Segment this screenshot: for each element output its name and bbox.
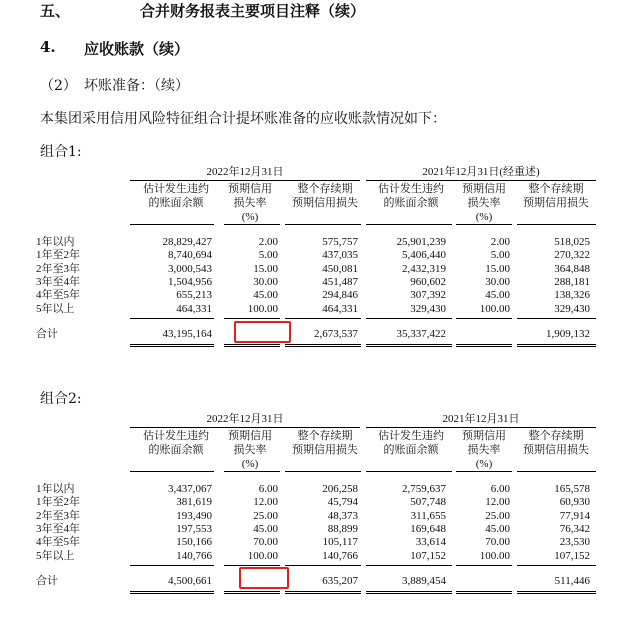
row-label: 1年至2年 bbox=[36, 249, 80, 262]
table-cell: 60,930 bbox=[559, 496, 590, 509]
table-cell: 437,035 bbox=[322, 249, 358, 262]
table-cell: 381,619 bbox=[176, 496, 212, 509]
column-header: 估计发生违约 bbox=[378, 183, 444, 195]
table-cell: 464,331 bbox=[176, 302, 212, 315]
group-label: 组合1: bbox=[40, 144, 82, 160]
table-cell: 5.00 bbox=[490, 249, 510, 262]
table-cell: 30.00 bbox=[253, 275, 278, 288]
row-label: 1年以内 bbox=[36, 483, 75, 495]
table-cell: 2,759,637 bbox=[402, 483, 446, 495]
table-cell: 77,914 bbox=[559, 509, 590, 522]
table-cell: 48,373 bbox=[327, 509, 358, 522]
table-cell: 329,430 bbox=[410, 302, 446, 315]
total-double-rule bbox=[285, 344, 361, 345]
total-double-rule bbox=[224, 593, 280, 594]
table-cell: 206,258 bbox=[322, 483, 358, 495]
column-header: 损失率 bbox=[233, 444, 267, 456]
sub-title: 坏账准备：（续） bbox=[84, 78, 189, 94]
total-double-rule bbox=[456, 344, 512, 345]
table-cell: 2,432,319 bbox=[402, 262, 446, 275]
total-rule bbox=[285, 318, 361, 319]
total-double-rule bbox=[517, 344, 596, 345]
table-cell: 518,025 bbox=[554, 236, 590, 248]
table-cell: 70.00 bbox=[253, 536, 278, 549]
table-cell: 2.00 bbox=[490, 236, 510, 248]
column-header: (%) bbox=[241, 458, 259, 470]
table-cell: 30.00 bbox=[485, 275, 510, 288]
item-number: 4. bbox=[40, 38, 56, 56]
total-double-rule bbox=[456, 593, 512, 594]
total-double-rule bbox=[366, 344, 452, 345]
table-cell: 45,794 bbox=[327, 496, 358, 509]
total-double-rule bbox=[517, 346, 596, 347]
table-cell: 33,614 bbox=[415, 536, 446, 549]
total-cell: 635,207 bbox=[322, 574, 358, 587]
column-header: 整个存续期 bbox=[297, 430, 353, 442]
column-rule bbox=[130, 224, 214, 225]
column-header: 损失率 bbox=[467, 444, 501, 456]
period-header: 2022年12月31日 bbox=[206, 166, 284, 178]
column-rule bbox=[224, 471, 280, 472]
row-label: 3年至4年 bbox=[36, 522, 80, 535]
item-title: 应收账款（续） bbox=[84, 40, 190, 58]
total-double-rule bbox=[130, 344, 214, 345]
column-header: (%) bbox=[241, 211, 259, 223]
total-double-rule bbox=[285, 593, 361, 594]
total-double-rule bbox=[130, 591, 214, 592]
table-cell: 270,322 bbox=[554, 249, 590, 262]
total-double-rule bbox=[130, 593, 214, 594]
section-title: 合并财务报表主要项目注释（续） bbox=[140, 2, 366, 20]
table-cell: 140,766 bbox=[176, 549, 212, 562]
column-header: 预期信用损失 bbox=[523, 444, 589, 456]
total-rule bbox=[130, 565, 214, 566]
table-cell: 5.00 bbox=[258, 249, 278, 262]
table-cell: 3,000,543 bbox=[168, 262, 212, 275]
table-cell: 45.00 bbox=[485, 289, 510, 302]
total-double-rule bbox=[517, 593, 596, 594]
highlight-box bbox=[234, 321, 291, 343]
table-cell: 70.00 bbox=[485, 536, 510, 549]
total-rule bbox=[285, 565, 361, 566]
column-rule bbox=[456, 224, 512, 225]
row-label: 4年至5年 bbox=[36, 289, 80, 302]
column-header: 的账面余额 bbox=[148, 197, 204, 209]
total-double-rule bbox=[456, 346, 512, 347]
total-double-rule bbox=[285, 591, 361, 592]
table-cell: 138,326 bbox=[554, 289, 590, 302]
total-double-rule bbox=[456, 591, 512, 592]
sub-number: （2） bbox=[40, 78, 77, 94]
table-cell: 288,181 bbox=[554, 275, 590, 288]
total-cell: 2,673,537 bbox=[314, 327, 358, 340]
table-cell: 364,848 bbox=[554, 262, 590, 275]
table-cell: 960,602 bbox=[410, 275, 446, 288]
total-cell: 43,195,164 bbox=[162, 327, 212, 340]
header-rule bbox=[366, 427, 596, 428]
table-cell: 88,899 bbox=[327, 522, 358, 535]
highlight-box bbox=[239, 567, 289, 589]
table-cell: 23,530 bbox=[559, 536, 590, 549]
table-cell: 464,331 bbox=[322, 302, 358, 315]
column-rule bbox=[366, 471, 452, 472]
period-header: 2021年12月31日 bbox=[442, 413, 520, 425]
table-cell: 100.00 bbox=[247, 549, 278, 562]
column-header: 整个存续期 bbox=[528, 430, 584, 442]
header-rule bbox=[130, 427, 360, 428]
row-label: 1年以内 bbox=[36, 236, 75, 248]
table-cell: 450,081 bbox=[322, 262, 358, 275]
total-double-rule bbox=[285, 346, 361, 347]
table-cell: 2.00 bbox=[258, 236, 278, 248]
column-rule bbox=[456, 471, 512, 472]
column-header: 预期信用 bbox=[228, 430, 272, 442]
column-header: 损失率 bbox=[467, 197, 501, 209]
row-label: 2年至3年 bbox=[36, 262, 80, 275]
column-header: 预期信用损失 bbox=[523, 197, 589, 209]
table-cell: 140,766 bbox=[322, 549, 358, 562]
table-cell: 15.00 bbox=[253, 262, 278, 275]
row-label: 4年至5年 bbox=[36, 536, 80, 549]
column-rule bbox=[285, 471, 361, 472]
group-label: 组合2: bbox=[40, 391, 82, 407]
table-cell: 76,342 bbox=[559, 522, 590, 535]
header-rule bbox=[366, 180, 596, 181]
table-cell: 6.00 bbox=[490, 483, 510, 495]
total-double-rule bbox=[517, 591, 596, 592]
column-rule bbox=[224, 224, 280, 225]
column-header: 损失率 bbox=[233, 197, 267, 209]
table-cell: 6.00 bbox=[258, 483, 278, 495]
table-cell: 8,740,694 bbox=[168, 249, 212, 262]
row-label: 5年以上 bbox=[36, 302, 75, 315]
table-cell: 294,846 bbox=[322, 289, 358, 302]
table-cell: 311,655 bbox=[410, 509, 446, 522]
table-cell: 107,152 bbox=[410, 549, 446, 562]
total-rule bbox=[456, 565, 512, 566]
column-rule bbox=[285, 224, 361, 225]
table-cell: 25,901,239 bbox=[396, 236, 446, 248]
column-header: (%) bbox=[475, 458, 493, 470]
table-cell: 169,648 bbox=[410, 522, 446, 535]
column-header: 整个存续期 bbox=[528, 183, 584, 195]
table-cell: 655,213 bbox=[176, 289, 212, 302]
total-double-rule bbox=[224, 591, 280, 592]
column-header: 预期信用 bbox=[228, 183, 272, 195]
table-cell: 15.00 bbox=[485, 262, 510, 275]
total-double-rule bbox=[224, 346, 280, 347]
column-rule bbox=[366, 224, 452, 225]
column-header: 预期信用 bbox=[462, 183, 506, 195]
table-cell: 45.00 bbox=[485, 522, 510, 535]
total-double-rule bbox=[224, 344, 280, 345]
period-header: 2022年12月31日 bbox=[206, 413, 284, 425]
table-cell: 5,406,440 bbox=[402, 249, 446, 262]
column-header: 的账面余额 bbox=[383, 444, 439, 456]
column-header: 的账面余额 bbox=[383, 197, 439, 209]
table-cell: 100.00 bbox=[479, 549, 510, 562]
row-label: 1年至2年 bbox=[36, 496, 80, 509]
total-rule bbox=[366, 318, 452, 319]
total-rule bbox=[366, 565, 452, 566]
header-rule bbox=[130, 180, 360, 181]
total-rule bbox=[130, 318, 214, 319]
total-cell: 4,500,661 bbox=[168, 574, 212, 587]
column-header: 的账面余额 bbox=[148, 444, 204, 456]
period-header: 2021年12月31日(经重述) bbox=[422, 166, 540, 178]
column-header: 预期信用损失 bbox=[292, 197, 358, 209]
column-rule bbox=[517, 471, 596, 472]
table-cell: 307,392 bbox=[410, 289, 446, 302]
total-label: 合计 bbox=[36, 327, 58, 340]
total-double-rule bbox=[366, 346, 452, 347]
table-cell: 3,437,067 bbox=[168, 483, 212, 495]
column-rule bbox=[130, 471, 214, 472]
table-cell: 575,757 bbox=[322, 236, 358, 248]
total-cell: 35,337,422 bbox=[396, 327, 446, 340]
table-cell: 105,117 bbox=[322, 536, 358, 549]
table-cell: 25.00 bbox=[485, 509, 510, 522]
column-header: 估计发生违约 bbox=[143, 183, 209, 195]
table-cell: 45.00 bbox=[253, 289, 278, 302]
total-cell: 511,446 bbox=[554, 574, 590, 587]
row-label: 5年以上 bbox=[36, 549, 75, 562]
table-cell: 25.00 bbox=[253, 509, 278, 522]
total-rule bbox=[224, 565, 280, 566]
total-cell: 1,909,132 bbox=[546, 327, 590, 340]
total-rule bbox=[456, 318, 512, 319]
table-cell: 165,578 bbox=[554, 483, 590, 495]
column-header: 预期信用损失 bbox=[292, 444, 358, 456]
column-rule bbox=[517, 224, 596, 225]
table-cell: 28,829,427 bbox=[162, 236, 212, 248]
total-rule bbox=[517, 565, 596, 566]
total-double-rule bbox=[366, 591, 452, 592]
column-header: 估计发生违约 bbox=[143, 430, 209, 442]
table-cell: 45.00 bbox=[253, 522, 278, 535]
table-cell: 507,748 bbox=[410, 496, 446, 509]
total-rule bbox=[224, 318, 280, 319]
total-double-rule bbox=[366, 593, 452, 594]
total-cell: 3,889,454 bbox=[402, 574, 446, 587]
total-double-rule bbox=[130, 346, 214, 347]
total-rule bbox=[517, 318, 596, 319]
table-cell: 451,487 bbox=[322, 275, 358, 288]
table-cell: 107,152 bbox=[554, 549, 590, 562]
section-number: 五、 bbox=[40, 2, 71, 20]
table-cell: 1,504,956 bbox=[168, 275, 212, 288]
table-cell: 193,490 bbox=[176, 509, 212, 522]
table-cell: 329,430 bbox=[554, 302, 590, 315]
column-header: (%) bbox=[475, 211, 493, 223]
total-label: 合计 bbox=[36, 574, 58, 587]
row-label: 2年至3年 bbox=[36, 509, 80, 522]
table-cell: 197,553 bbox=[176, 522, 212, 535]
table-cell: 100.00 bbox=[247, 302, 278, 315]
intro-text: 本集团采用信用风险特征组合计提坏账准备的应收账款情况如下： bbox=[40, 111, 446, 127]
column-header: 估计发生违约 bbox=[378, 430, 444, 442]
table-cell: 12.00 bbox=[485, 496, 510, 509]
table-cell: 12.00 bbox=[253, 496, 278, 509]
row-label: 3年至4年 bbox=[36, 275, 80, 288]
table-cell: 150,166 bbox=[176, 536, 212, 549]
column-header: 整个存续期 bbox=[297, 183, 353, 195]
column-header: 预期信用 bbox=[462, 430, 506, 442]
table-cell: 100.00 bbox=[479, 302, 510, 315]
